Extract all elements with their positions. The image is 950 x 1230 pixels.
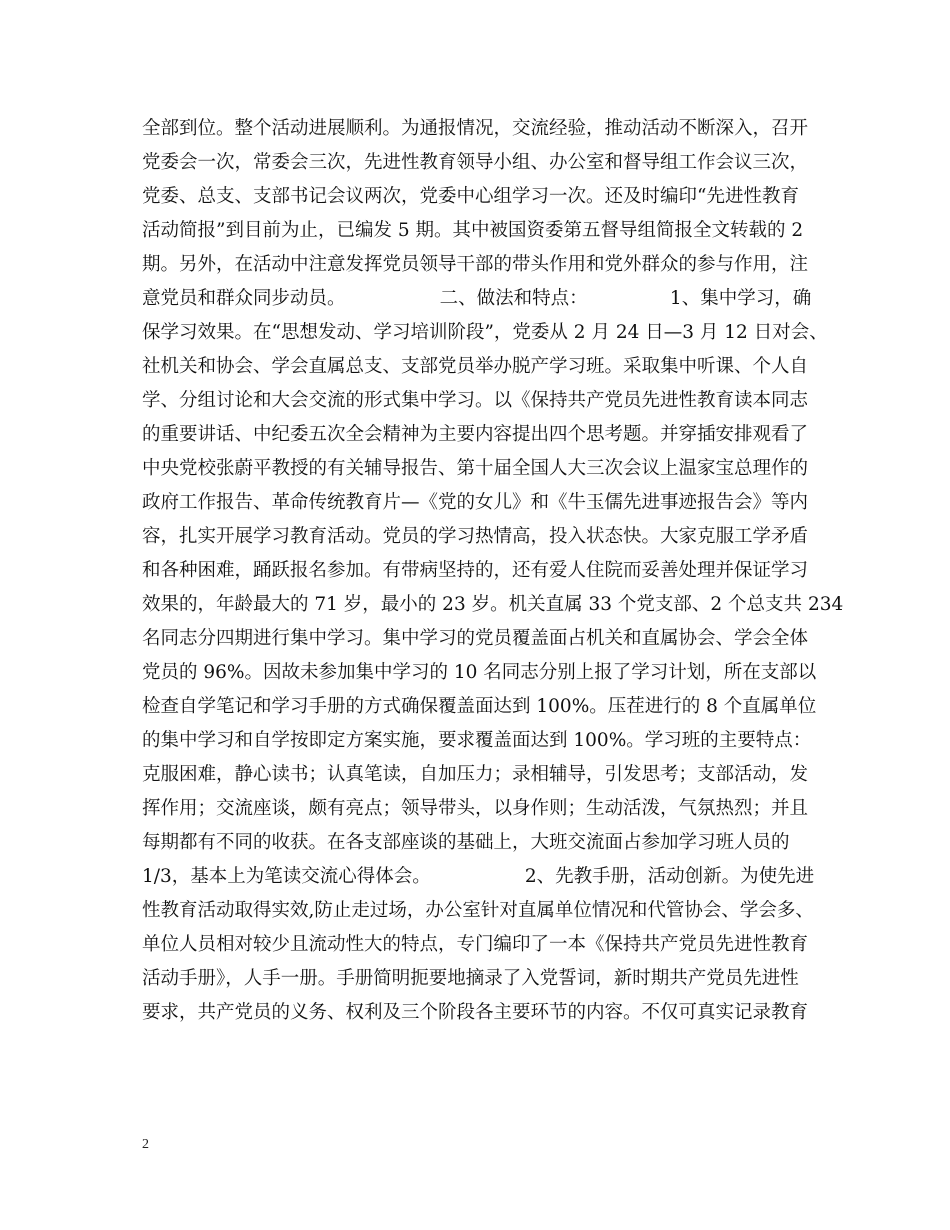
text-line: 的集中学习和自学按即定方案实施，要求覆盖面达到 100%。学习班的主要特点：	[142, 730, 812, 751]
text-line: 挥作用；交流座谈，颇有亮点；领导带头，以身作则；生动活泼，气氛热烈；并且	[142, 798, 809, 819]
text-line: 效果的，年龄最大的 71 岁，最小的 23 岁。机关直属 33 个党支部、2 个总支共 234	[142, 594, 844, 615]
text-line: 保学习效果。在“思想发动、学习培训阶段”，党委从 2 月 24 日—3 月 12 日对会、	[142, 322, 828, 343]
text-line: 社机关和协会、学会直属总支、支部党员举办脱产学习班。采取集中听课、个人自	[142, 356, 809, 377]
text-line: 单位人员相对较少且流动性大的特点，专门编印了一本《保持共产党员先进性教育	[142, 934, 809, 955]
text-line: 党员的 96%。因故未参加集中学习的 10 名同志分别上报了学习计划，所在支部以	[142, 662, 817, 683]
text-line: 检查自学笔记和学习手册的方式确保覆盖面达到 100%。压茬进行的 8 个直属单位	[142, 696, 817, 717]
text-line: 意党员和群众同步动员。 二、做法和特点： 1、集中学习，确	[142, 288, 812, 309]
text-line: 名同志分四期进行集中学习。集中学习的党员覆盖面占机关和直属协会、学会全体	[142, 628, 809, 649]
text-line: 期。另外，在活动中注意发挥党员领导干部的带头作用和党外群众的参与作用，注	[142, 254, 809, 275]
text-line: 全部到位。整个活动进展顺利。为通报情况，交流经验，推动活动不断深入，召开	[142, 118, 809, 139]
text-line: 活动手册》，人手一册。手册简明扼要地摘录了入党誓词，新时期共产党员先进性	[142, 968, 799, 989]
text-line: 政府工作报告、革命传统教育片—《党的女儿》和《牛玉儒先进事迹报告会》等内	[142, 492, 809, 513]
text-line: 中央党校张蔚平教授的有关辅导报告、第十届全国人大三次会议上温家宝总理作的	[142, 458, 809, 479]
text-line: 克服困难，静心读书；认真笔读，自加压力；录相辅导，引发思考；支部活动，发	[142, 764, 809, 785]
text-line: 的重要讲话、中纪委五次全会精神为主要内容提出四个思考题。并穿插安排观看了	[142, 424, 809, 445]
text-line: 1/3，基本上为笔读交流心得体会。 2、先教手册，活动创新。为使先进	[142, 866, 815, 887]
text-line: 容，扎实开展学习教育活动。党员的学习热情高，投入状态快。大家克服工学矛盾	[142, 526, 809, 547]
page-number: 2	[142, 1137, 149, 1152]
text-line: 党委、总支、支部书记会议两次，党委中心组学习一次。还及时编印“先进性教育	[142, 186, 799, 207]
text-line: 学、分组讨论和大会交流的形式集中学习。以《保持共产党员先进性教育读本同志	[142, 390, 809, 411]
text-line: 党委会一次，常委会三次，先进性教育领导小组、办公室和督导组工作会议三次，	[142, 152, 809, 173]
text-line: 和各种困难，踊跃报名参加。有带病坚持的，还有爱人住院而妥善处理并保证学习	[142, 560, 809, 581]
text-line: 要求，共产党员的义务、权利及三个阶段各主要环节的内容。不仅可真实记录教育	[142, 1002, 809, 1023]
text-line: 每期都有不同的收获。在各支部座谈的基础上，大班交流面占参加学习班人员的	[142, 832, 790, 853]
text-line: 性教育活动取得实效,防止走过场，办公室针对直属单位情况和代管协会、学会多、	[142, 900, 814, 921]
text-line: 活动简报”到目前为止，已编发 5 期。其中被国资委第五督导组简报全文转载的 2	[142, 220, 804, 241]
